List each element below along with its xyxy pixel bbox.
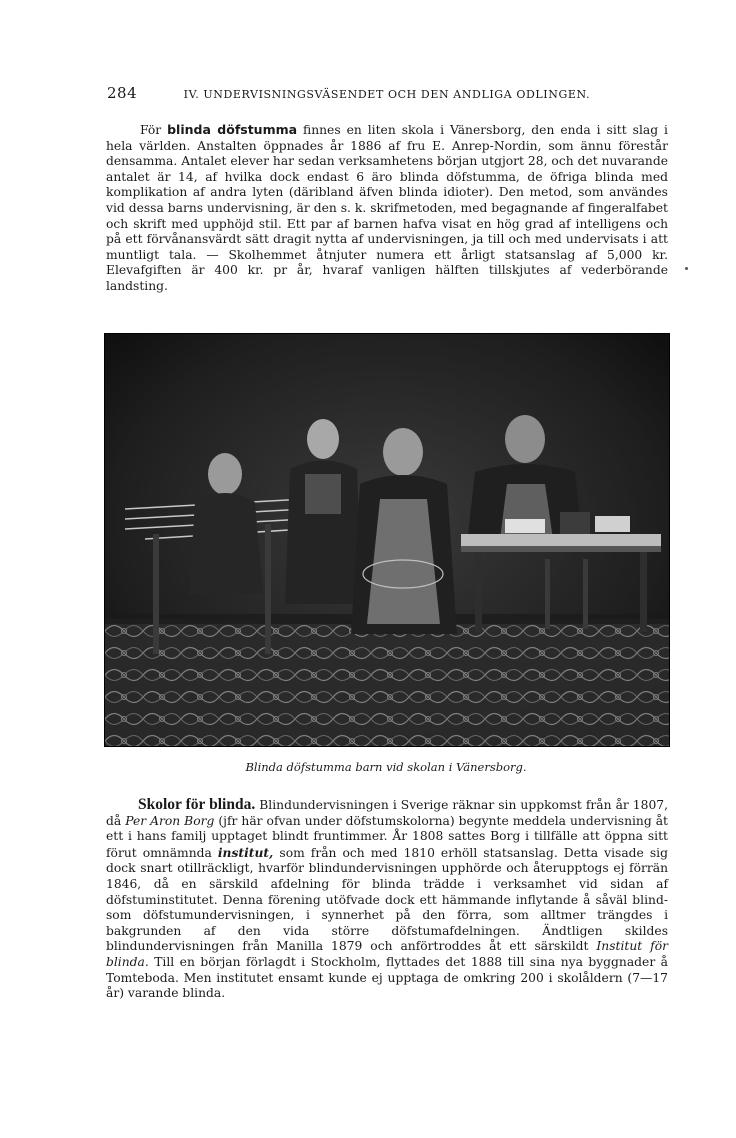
margin-mark <box>685 267 688 270</box>
paragraph-blinda-dofstumma <box>106 122 668 295</box>
page-number: 284 <box>107 84 138 102</box>
text-run: Blindundervisningen i Sverige räknar sin uppkomst från år 1807, då <box>106 798 668 828</box>
text-run: finnes en liten skola i Vänersborg, den enda i sitt slag i hela världen. Anstalten öppnades år 1886 af fru E. Anrep-Nordin, som ännu förestår densamma. Antalet elever har sedan verksamhetens början utgjort 28, och det nuvarande antalet är 14, af hvilka dock endast 6 äro blinda döfstumma, de öfriga blinda med komplikation af andra lyten (däribland äfven blinda idioter). Den metod, som användes vid dessa barns undervisning, är den s. k. skrifmetoden, med begagnande af fingeralfabet och skrift med upphöjd stil. Ett par af barnen hafva visat en hög grad af intelligens och på ett förvånansvärdt sätt dragit nytta af undervisningen, ja till och med undervisats i att muntligt tala. — Skolhemmet åtnjuter numera ett årligt statsanslag af 5,000 kr. Elevafgiften är 400 kr. pr år, hvaraf vanligen hälften tillskjutes af vederbörande landsting. <box>106 123 668 293</box>
text-run: (jfr här ofvan under döfstumskolorna) begynte meddela undervisning åt ett i hans familj upptaget blindt fruntimmer. År 1808 sattes Borg i tillfälle att öppna sitt förut omnämnda <box>106 813 668 860</box>
institution-name: Institut för blinda. <box>106 939 668 969</box>
section-heading: Skolor för blinda. <box>138 796 256 813</box>
page-header <box>107 84 667 102</box>
text-run: som från och med 1810 erhöll statsanslag. Detta visade sig dock snart otillräckligt, hvarför blindundervisningen upphörde och återupptogs ej förrän 1846, då en särskild afdelning för blinda trädde i verksamhet vid sidan af döfstuminstitutet. Denna förening utöfvade dock ett hämmande inflytande å såväl blind- som döfstumundervisningen, i synnerhet på den förra, som alltmer trängdes i bakgrunden af den vida större döfstumafdelningen. Ändtligen skildes blindundervisningen från Manilla 1879 och anförtroddes åt ett särskildt <box>106 845 668 954</box>
paragraph-text <box>106 797 668 1002</box>
running-title: IV. UNDERVISNINGSVÄSENDET OCH DEN ANDLIGA ODLINGEN. <box>183 88 591 101</box>
photograph-illustration <box>105 334 669 746</box>
emphasis-term: institut, <box>217 844 274 860</box>
emphasis-term: blinda döfstumma <box>167 122 298 137</box>
paragraph-text <box>106 122 668 295</box>
text-run: Till en början förlagdt i Stockholm, flyttades det 1888 till sina nya byggnader å Tomteboda. Men institutet ensamt kunde ej upptaga de omkring 200 i skolåldern (7—17 år) varande blinda. <box>106 954 668 1001</box>
photograph-blind-deaf-children <box>104 333 670 747</box>
person-name: Per Aron Borg <box>125 813 215 828</box>
figure-caption: Blinda döfstumma barn vid skolan i Vänersborg. <box>245 760 527 774</box>
paragraph-skolor-for-blinda <box>106 797 668 1002</box>
text-run: För <box>140 123 168 137</box>
